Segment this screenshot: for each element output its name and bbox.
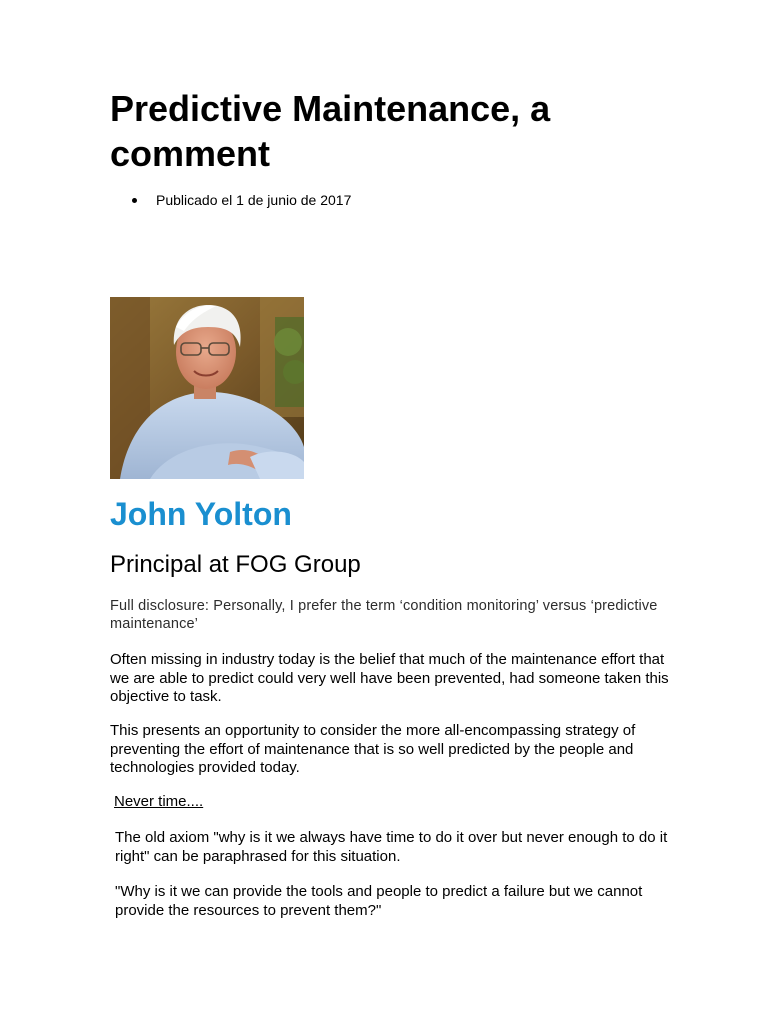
publish-date-text: Publicado el 1 de junio de 2017 <box>156 192 352 208</box>
author-photo <box>110 297 304 479</box>
publish-date <box>110 190 351 210</box>
body-paragraph: The old axiom "why is it we always have time to do it over but never enough to do it right" can be paraphrased for this situation. <box>115 829 668 865</box>
body-paragraph: This presents an opportunity to consider the more all-encompassing strategy of preventing the effort of maintenance that is so well predicted by the people and technologies provided today. <box>110 722 636 776</box>
body-paragraph: "Why is it we can provide the tools and people to predict a failure but we cannot provide the resources to prevent them?" <box>115 883 643 919</box>
disclosure-text: Full disclosure: Personally, I prefer the term ‘condition monitoring’ versus ‘predictive maintenance’ <box>110 598 658 632</box>
article-title: Predictive Maintenance, a comment <box>110 88 551 174</box>
author-role: Principal at FOG Group <box>110 551 361 578</box>
author-name[interactable]: John Yolton <box>110 496 292 532</box>
section-subheading: Never time.... <box>114 793 204 810</box>
body-paragraph: Often missing in industry today is the belief that much of the maintenance effort that we are able to predict could very well have been prevented, had someone taken this objective to task. <box>110 651 669 705</box>
bullet-icon <box>132 198 137 203</box>
article-meta <box>110 190 351 210</box>
